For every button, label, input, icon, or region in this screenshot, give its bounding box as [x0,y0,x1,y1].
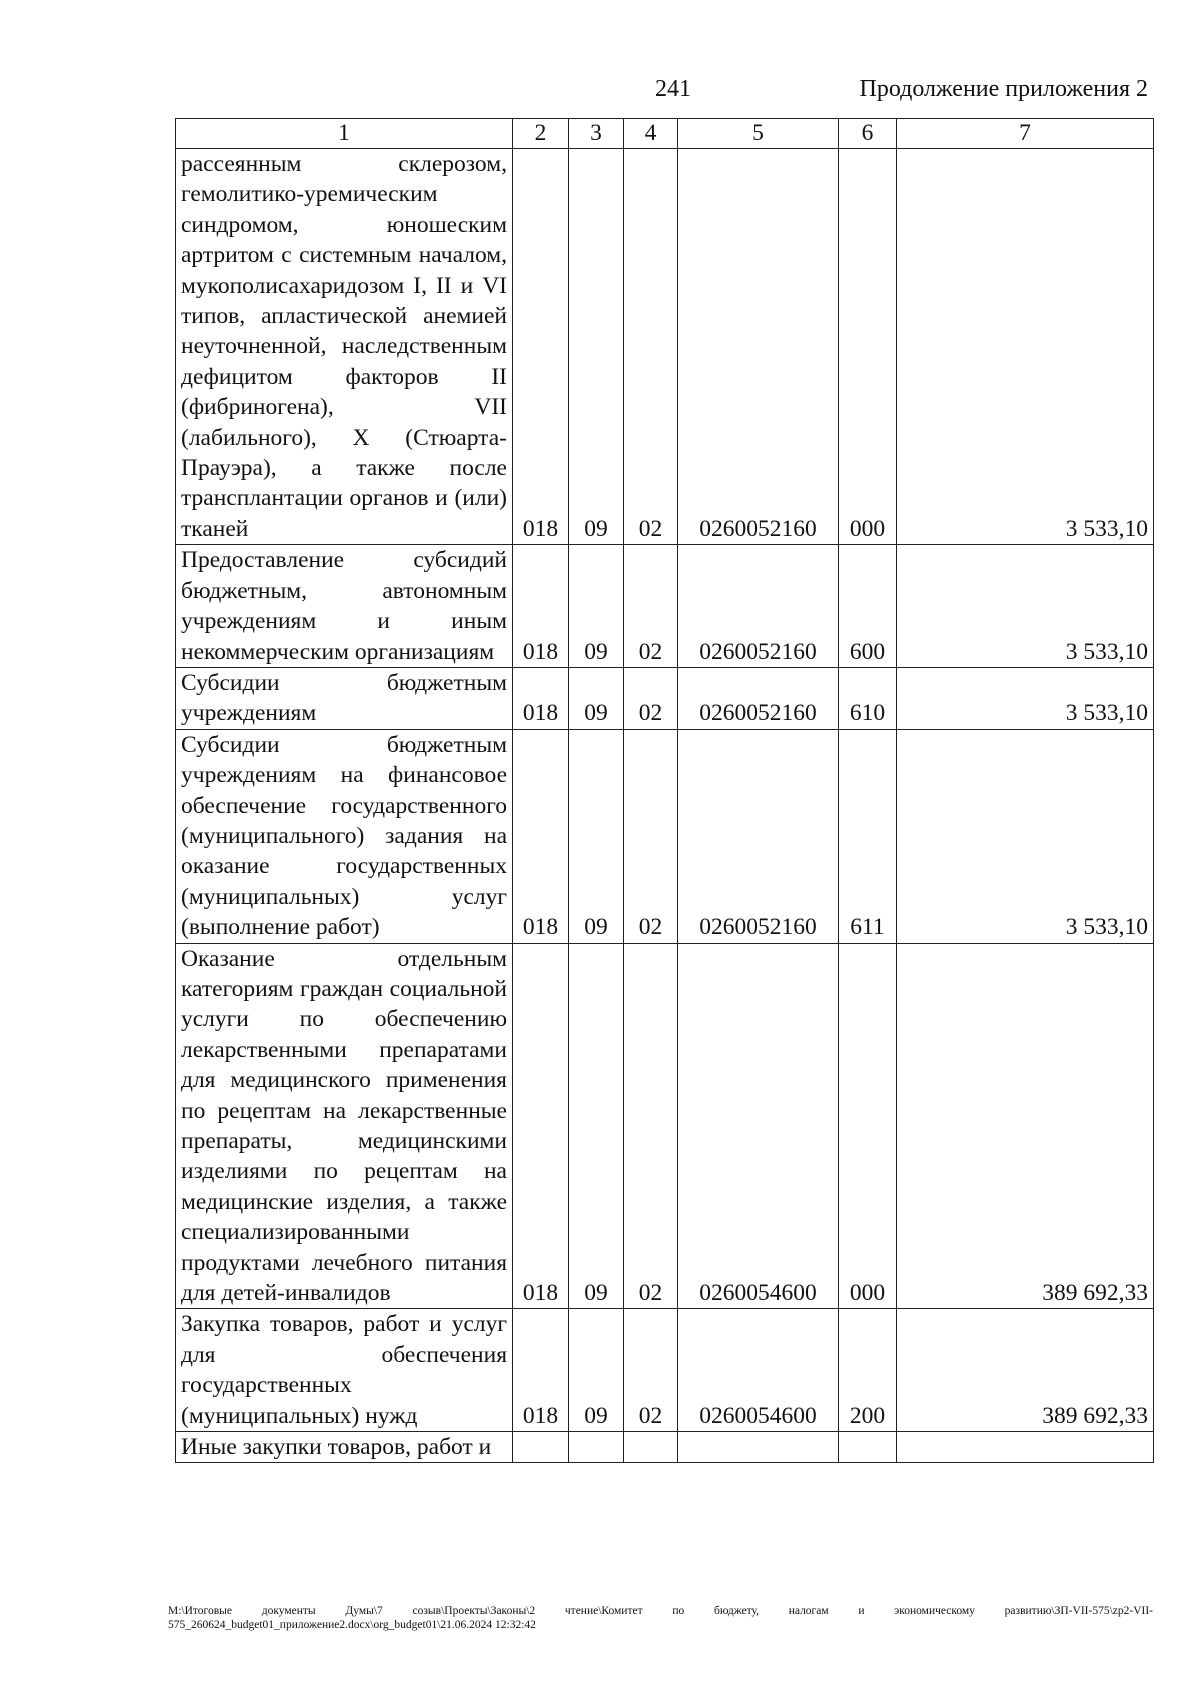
ministry-code: 018 [513,729,569,943]
ministry-code: 018 [513,149,569,545]
amount [897,1432,1154,1463]
ministry-code: 018 [513,1309,569,1432]
expense-type-code: 600 [839,545,897,668]
target-item-code: 0260052160 [678,667,839,729]
expense-type-code: 000 [839,149,897,545]
column-header: 2 [513,119,569,149]
column-header: 5 [678,119,839,149]
row-description: рассеянным склерозом, гемолитико-уремическим синдромом, юношеским артритом с системным началом, мукополисахаридозом I, II и VI типов, апластической анемией неуточненной, наследственным дефицитом факторов II (фибриногена), VII (лабильного), X (Стюарта-Прауэра), а также после трансплантации органов и (или) тканей [176,149,513,545]
column-header: 6 [839,119,897,149]
subsection-code: 02 [624,943,678,1309]
table-row [176,943,1154,1309]
section-code: 09 [569,545,624,668]
ministry-code: 018 [513,667,569,729]
continuation-label: Продолжение приложения 2 [859,76,1148,102]
section-code: 09 [569,149,624,545]
target-item-code: 0260054600 [678,1309,839,1432]
page-number: 241 [655,76,691,102]
target-item-code: 0260054600 [678,943,839,1309]
row-description: Субсидии бюджетным учреждениям [176,667,513,729]
table-row [176,1432,1154,1463]
subsection-code: 02 [624,667,678,729]
table-row [176,729,1154,943]
expense-type-code [839,1432,897,1463]
row-description: Иные закупки товаров, работ и [176,1432,513,1463]
column-header: 3 [569,119,624,149]
amount: 389 692,33 [897,1309,1154,1432]
expense-type-code: 611 [839,729,897,943]
amount: 3 533,10 [897,667,1154,729]
row-description: Оказание отдельным категориям граждан социальной услуги по обеспечению лекарственными препаратами для медицинского применения по рецептам на лекарственные препараты, медицинскими изделиями по рецептам на медицинские изделия, а также специализированными продуктами лечебного питания для детей-инвалидов [176,943,513,1309]
expense-type-code: 610 [839,667,897,729]
ministry-code: 018 [513,545,569,668]
table-row [176,1309,1154,1432]
table-row [176,667,1154,729]
section-code: 09 [569,1309,624,1432]
subsection-code [624,1432,678,1463]
table-header-row [176,119,1154,149]
ministry-code [513,1432,569,1463]
subsection-code: 02 [624,545,678,668]
row-description: Закупка товаров, работ и услуг для обеспечения государственных (муниципальных) нужд [176,1309,513,1432]
amount: 389 692,33 [897,943,1154,1309]
footer-file-path: M:\Итоговые документы Думы\7 созыв\Проекты\Законы\2 чтение\Комитет по бюджету, налогам и экономическому развитию\ЗП-VII-575\zp2-VII-575_260624_budget01_приложение2.docx\org_budget01\21.06.2024 12:32:42 [168,1605,1153,1631]
column-header: 7 [897,119,1154,149]
amount: 3 533,10 [897,149,1154,545]
expense-type-code: 200 [839,1309,897,1432]
section-code [569,1432,624,1463]
subsection-code: 02 [624,1309,678,1432]
target-item-code [678,1432,839,1463]
ministry-code: 018 [513,943,569,1309]
row-description: Субсидии бюджетным учреждениям на финансовое обеспечение государственного (муниципального) задания на оказание государственных (муниципальных) услуг (выполнение работ) [176,729,513,943]
section-code: 09 [569,729,624,943]
subsection-code: 02 [624,729,678,943]
target-item-code: 0260052160 [678,729,839,943]
table-row [176,545,1154,668]
column-header: 4 [624,119,678,149]
column-header: 1 [176,119,513,149]
target-item-code: 0260052160 [678,545,839,668]
row-description: Предоставление субсидий бюджетным, автономным учреждениям и иным некоммерческим организациям [176,545,513,668]
amount: 3 533,10 [897,545,1154,668]
budget-table [175,118,1154,1463]
subsection-code: 02 [624,149,678,545]
section-code: 09 [569,943,624,1309]
section-code: 09 [569,667,624,729]
table-row [176,149,1154,545]
target-item-code: 0260052160 [678,149,839,545]
amount: 3 533,10 [897,729,1154,943]
expense-type-code: 000 [839,943,897,1309]
